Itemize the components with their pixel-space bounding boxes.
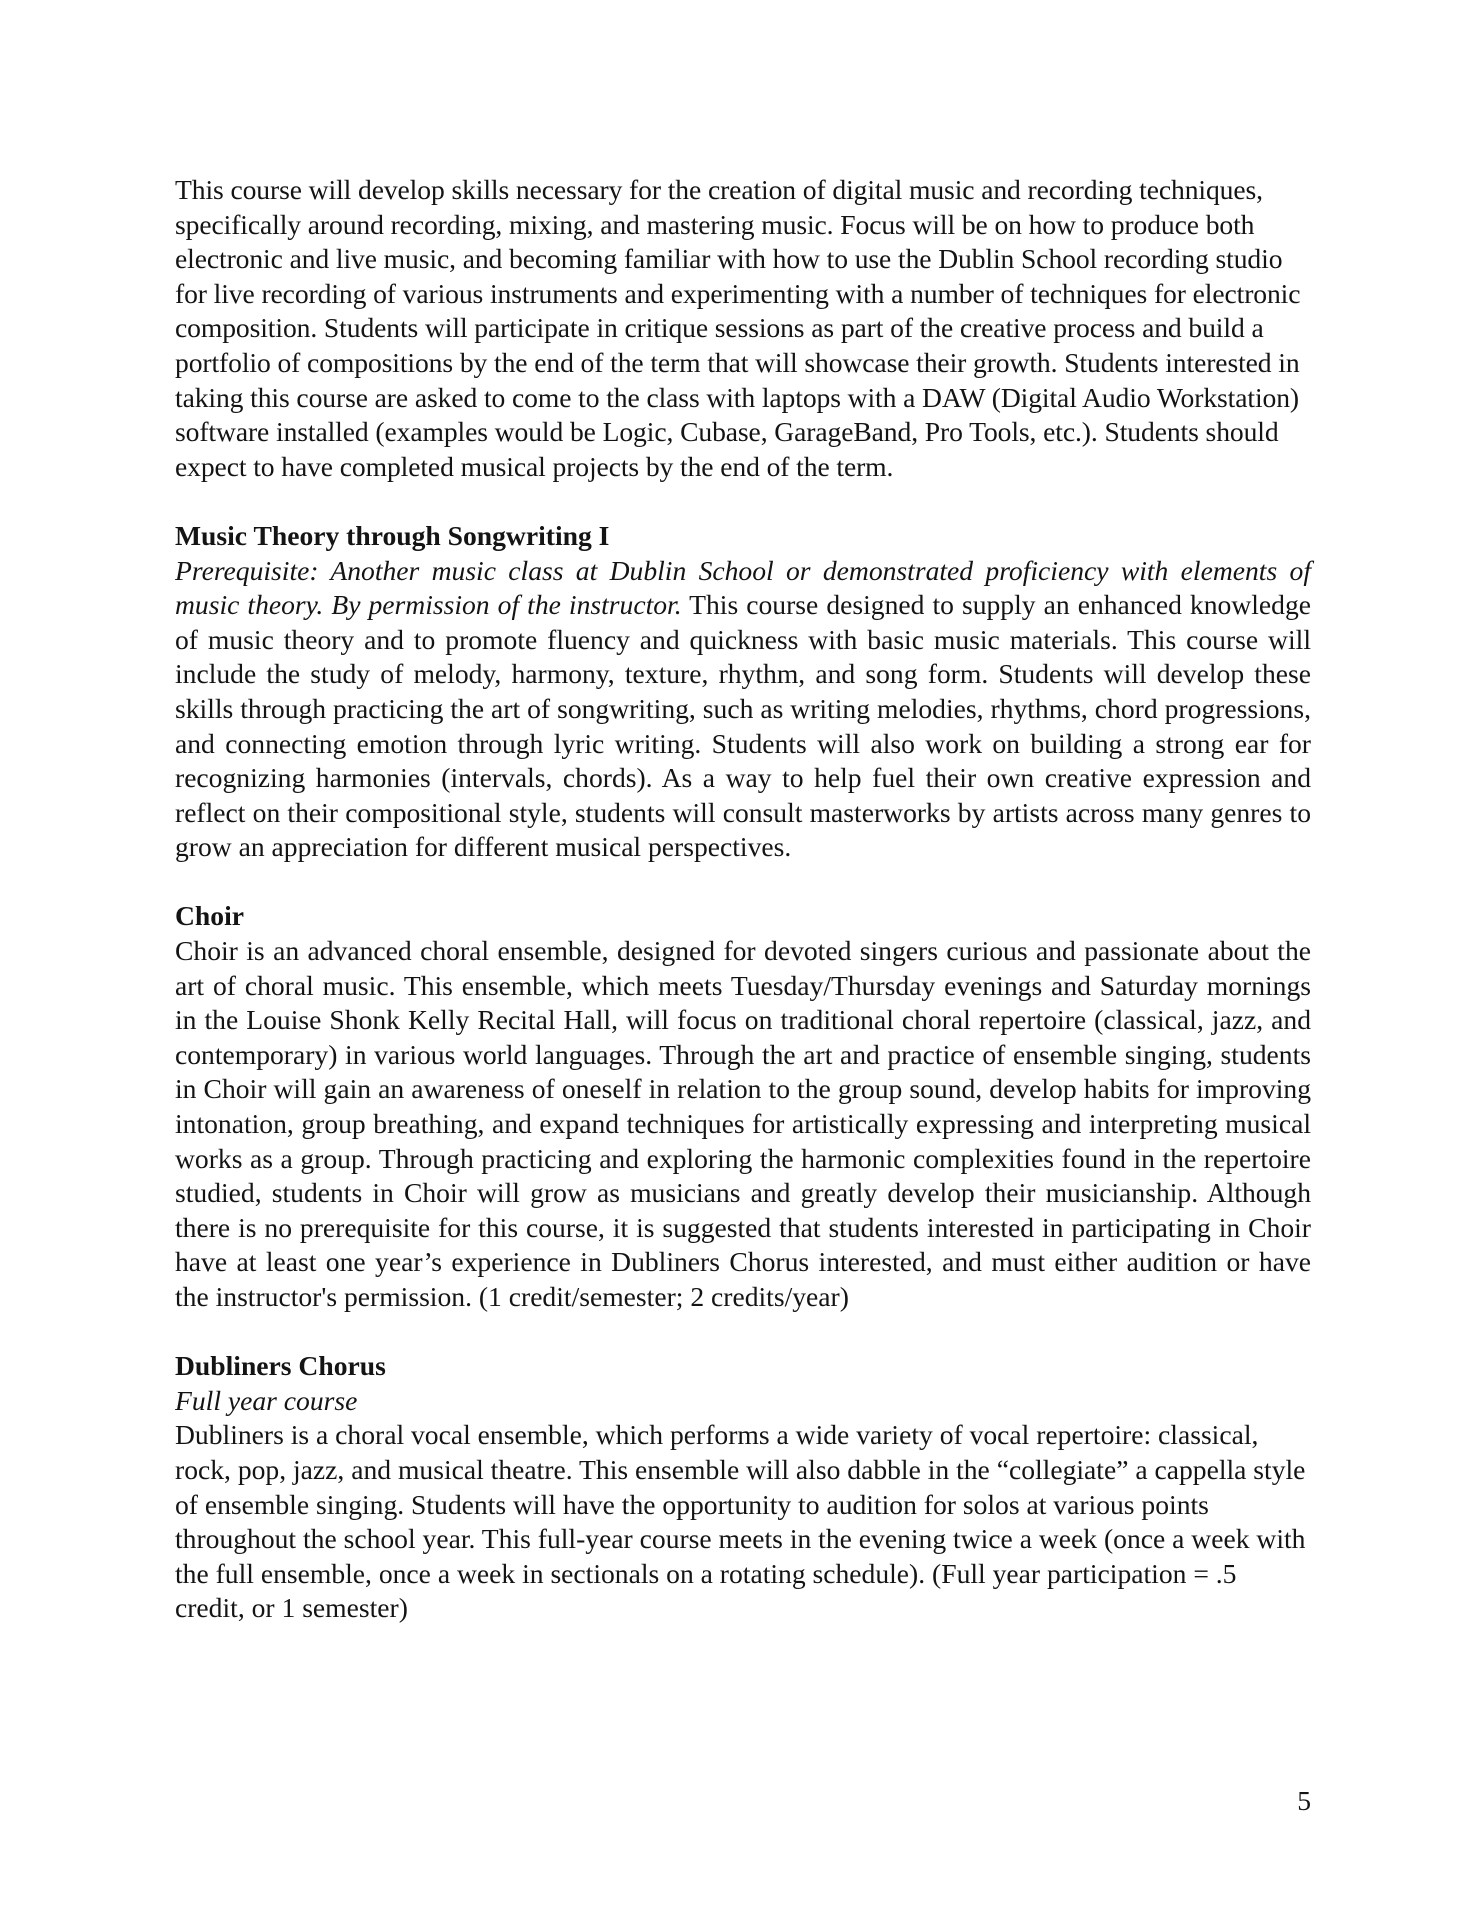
section-body: This course designed to supply an enhanced knowledge of music theory and to promote fluency and quickness with basic music materials. This course will include the study of melody, harmony, texture, rhythm, and song form. Students will develop these skills through practicing the art of songwriting, such as writing melodies, rhythms, chord progressions, and connecting emotion through lyric writing. Students will also work on building a strong ear for recognizing harmonies (intervals, chords). As a way to help fuel their own creative expression and reflect on their compositional style, students will consult masterworks by artists across many genres to grow an appreciation for different musical perspectives. — [175, 589, 1311, 863]
course-length-note: Full year course — [175, 1384, 358, 1416]
prerequisite-note: Prerequisite: Another music class at Dublin School or demonstrated proficiency with elements of music theory. By permission of the instructor. — [175, 554, 1311, 621]
section-title: Dubliners Chorus — [175, 1350, 386, 1382]
section-body: Dubliners is a choral vocal ensemble, which performs a wide variety of vocal repertoire: classical, rock, pop, jazz, and musical theatre. This ensemble will also dabble in the “collegiate” a cappella style of ensemble singing. Students will have the opportunity to audition for solos at various points throughout the school year. This full-year course meets in the evening twice a week (once a week with the full ensemble, once a week in sectionals on a rotating schedule). (Full year participation = .5 credit, or 1 semester) — [175, 1419, 1306, 1624]
digital-music-course-description: This course will develop skills necessary for the creation of digital music and recording techniques, specifically around recording, mixing, and mastering music. Focus will be on how to produce both electronic and live music, and becoming familiar with how to use the Dublin School recording studio for live recording of various instruments and experimenting with a number of techniques for electronic composition. Students will participate in critique sessions as part of the creative process and build a portfolio of compositions by the end of the term that will showcase their growth. Students interested in taking this course are asked to come to the class with laptops with a DAW (Digital Audio Workstation) software installed (examples would be Logic, Cubase, GarageBand, Pro Tools, etc.). Students should expect to have completed musical projects by the end of the term. — [175, 174, 1301, 482]
section-dubliners-chorus — [175, 1349, 1311, 1626]
section-title: Choir — [175, 900, 244, 932]
page-number: 5 — [1297, 1785, 1311, 1816]
section-choir — [175, 899, 1311, 1314]
section-body: Choir is an advanced choral ensemble, designed for devoted singers curious and passionate about the art of choral music. This ensemble, which meets Tuesday/Thursday evenings and Saturday mornings in the Louise Shonk Kelly Recital Hall, will focus on traditional choral repertoire (classical, jazz, and contemporary) in various world languages. Through the art and practice of ensemble singing, students in Choir will gain an awareness of oneself in relation to the group sound, develop habits for improving intonation, group breathing, and expand techniques for artistically expressing and interpreting musical works as a group. Through practicing and exploring the harmonic complexities found in the repertoire studied, students in Choir will grow as musicians and greatly develop their musicianship. Although there is no prerequisite for this course, it is suggested that students interested in participating in Choir have at least one year’s experience in Dubliners Chorus interested, and must either audition or have the instructor's permission. (1 credit/semester; 2 credits/year) — [175, 935, 1311, 1312]
section-description — [175, 554, 1311, 865]
section-music-theory — [175, 519, 1311, 865]
document-page — [175, 173, 1311, 1626]
section-title: Music Theory through Songwriting I — [175, 519, 610, 551]
